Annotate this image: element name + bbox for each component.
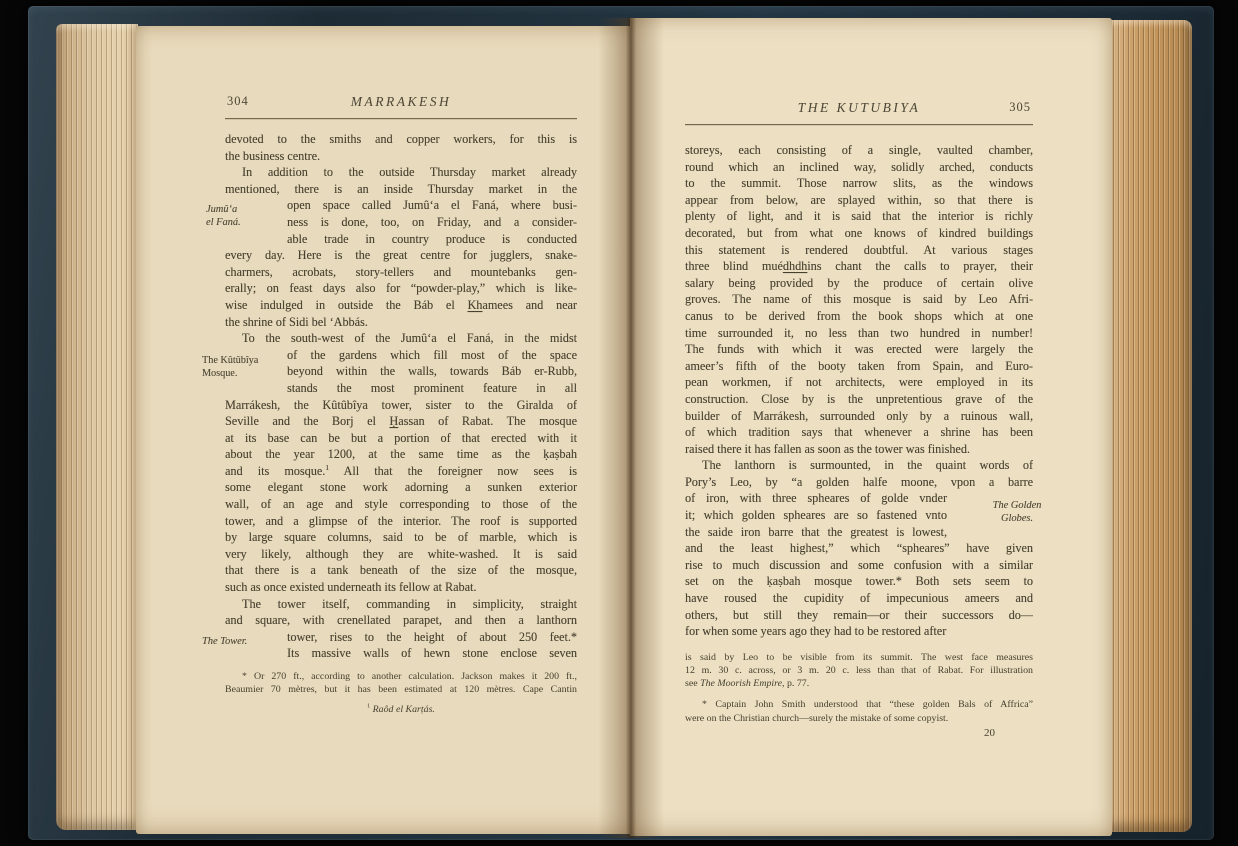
text-line: very likely, although they are white-washed. It is said [225,546,577,561]
margin-note-line: Jumû‘a [206,204,238,215]
text-line: pean workmen, if not architects, were employed in its [685,375,1033,390]
text-line: erally; on feast days also for “powder-play,” which is like- [225,281,577,296]
body-text-left [225,131,577,662]
text-line: by large square columns, said to be of marble, which is [225,530,577,545]
text-line: of iron, with three spheares of golde vnder [685,491,947,506]
text-line: raised there it has fallen as soon as the tower was finished. [685,441,970,456]
margin-note-line: el Faná. [206,216,241,228]
text-line: ness is done, too, on Friday, and a consider- [287,214,577,229]
text-line: builder of Marrákesh, surrounded only by a ruinous wall, [685,408,1033,423]
footnotes-left [225,670,577,717]
text-line: groves. The name of this mosque is said by Leo Afri- [685,292,1033,307]
text-line: * Or 270 ft., according to another calculation. Jackson makes it 200 ft., [242,671,577,682]
text-line: round which an inclined way, solidly arched, conducts [685,159,1033,174]
text-line: Seville and the Borj el Ḥassan of Rabat. The mosque [225,414,577,429]
text-line: 12 m. 30 c. across, or 3 m. 20 c. less than that of Rabat. For illustration [685,665,1033,676]
text-line: plenty of light, and it is said that the interior is richly [685,209,1033,224]
text-line: that there is a tank beneath of the size of the mosque, [225,563,577,578]
text-line: construction. Close by is the unpretentious grave of the [685,391,1033,406]
text-line: * Captain John Smith understood that “these golden Bals of Affrica” [702,699,1033,711]
margin-note-kutubiya-mosque [202,355,280,380]
text-line: $^1$ Raôd el Karṭás. [367,704,435,716]
header-rule-left [225,118,577,119]
text-line: such as once existed underneath its fellow at Rabat. [225,580,477,595]
text-line: time surrounded it, no less than two hundred in number! [685,325,1033,340]
text-line: the saide iron barre that the greatest is lowest, [685,524,947,539]
text-line: able trade in country produce is conducted [287,231,577,246]
text-line: mentioned, there is an inside Thursday market in the [225,181,577,196]
text-line: Beaumier 70 mètres, but it has been estimated at 120 mètres. Cape Cantin [225,684,577,696]
text-line: for when some years ago they had to be restored after [685,624,947,639]
text-line: is said by Leo to be visible from its summit. The west face measures [685,651,1033,663]
page-edges-left [56,24,138,830]
text-line: Pory’s Leo, by “a golden halfe moone, vpon a barre [685,474,1033,489]
header-rule-right [685,124,1033,125]
left-page-content [225,94,577,717]
text-line: were on the Christian church—surely the mistake of some copyist. [685,712,949,724]
text-line: devoted to the smiths and copper workers, for this is [225,132,577,146]
text-line: some elegant stone work adorning a sunken exterior [225,480,577,495]
text-line: about the year 1200, at the same time as the ḳaṣbah [225,447,577,462]
text-line: and square, with crenellated parapet, and then a lanthorn [225,613,577,628]
text-line: Marrákesh, the Kûtûbîya tower, sister to the Giralda of [225,397,577,412]
text-line: three blind muédhdhins chant the calls to prayer, their [685,259,1033,274]
text-line: In addition to the outside Thursday market already [242,165,577,180]
running-head-left: MARRAKESH [350,94,452,109]
running-head-right: THE KUTUBIYA [797,100,921,115]
footnotes-right [685,651,1033,725]
margin-note-line: The Kûtûbîya [202,355,259,366]
text-line: The lanthorn is surmounted, in the quaint words of [702,458,1033,473]
text-line: have roused the cupidity of impecunious ameers and [685,591,1033,606]
text-line: The funds with which it was erected were largely the [685,342,1033,357]
text-line: tower, and a glimpse of the interior. The roof is supported [225,513,577,528]
text-line: tower, rises to the height of about 250 feet.* [287,629,577,644]
text-line: set on the ḳaṣbah mosque tower.* Both sets seem to [685,574,1033,589]
margin-note-jumua [206,204,276,229]
text-line: this statement is rendered doubtful. At various stages [685,242,1033,257]
left-page-header [225,94,577,118]
text-line: wise indulged in outside the Báb el Khamees and near [225,297,577,312]
margin-note-line: The Golden [992,500,1042,511]
text-line: open space called Jumû‘a el Faná, where busi- [287,198,577,213]
gutter-shadow [598,18,664,838]
text-line: others, but still they remain—or their successors do— [685,607,1033,622]
text-line: see The Moorish Empire, p. 77. [685,678,810,690]
text-line: wall, of an age and style corresponding to those of the [225,497,577,512]
text-line: stands the most prominent feature in all [287,380,577,395]
text-line: canus to be derived from the book shops which at one [685,308,1033,323]
text-line: rise to much discussion and some confusion with a similar [685,557,1033,572]
text-line: charmers, acrobats, story-tellers and mountebanks gen- [225,264,577,279]
text-line: The tower itself, commanding in simplicity, straight [242,596,577,611]
margin-note-golden-globes [986,500,1048,525]
margin-note-line: The Tower. [202,636,248,647]
text-line: salary being provided by the produce of certain olive [685,275,1033,290]
page-number-right: 305 [1009,100,1031,114]
text-line: ameer’s fifth of the booty taken from Spain, and Euro- [685,358,1033,373]
margin-note-line: Mosque. [202,367,238,379]
text-line: at its base can be but a portion of that erected with it [225,430,577,445]
text-line: Its massive walls of hewn stone enclose seven [287,646,577,661]
text-line: to the summit. Those narrow slits, as the windows [685,176,1033,191]
page-number-left: 304 [227,94,249,108]
text-line: of the gardens which fill most of the space [287,347,577,362]
text-line: and the least highest,” which “spheares” have given [685,541,1033,556]
text-line: it; which golden spheares are so fastened vnto [685,508,947,523]
text-line: of which tradition says that whenever a shrine has been [685,425,1033,440]
signature-mark: 20 [984,726,995,739]
page-edges-right [1108,20,1192,832]
margin-note-tower [202,636,286,649]
margin-note-line: Globes. [1000,512,1034,524]
body-text-right [685,142,1033,640]
text-line: To the south-west of the Jumû‘a el Faná, in the midst [242,331,577,346]
text-line: decorated, but from what one knows of kindred buildings [685,225,1033,240]
text-line: every day. Here is the great centre for jugglers, snake- [225,248,577,263]
text-line: beyond within the walls, towards Báb er-Rubb, [287,364,577,379]
text-line: the business centre. [225,148,321,163]
text-line: storeys, each consisting of a single, vaulted chamber, [685,143,1033,157]
text-line: the shrine of Sidi bel ‘Abbás. [225,314,368,329]
right-page-content [685,100,1033,739]
right-page-header [685,100,1033,124]
text-line: appear from below, are splayed within, so that there is [685,192,1033,207]
text-line: and its mosque.$^1$ All that the foreigner now sees is [225,462,577,478]
